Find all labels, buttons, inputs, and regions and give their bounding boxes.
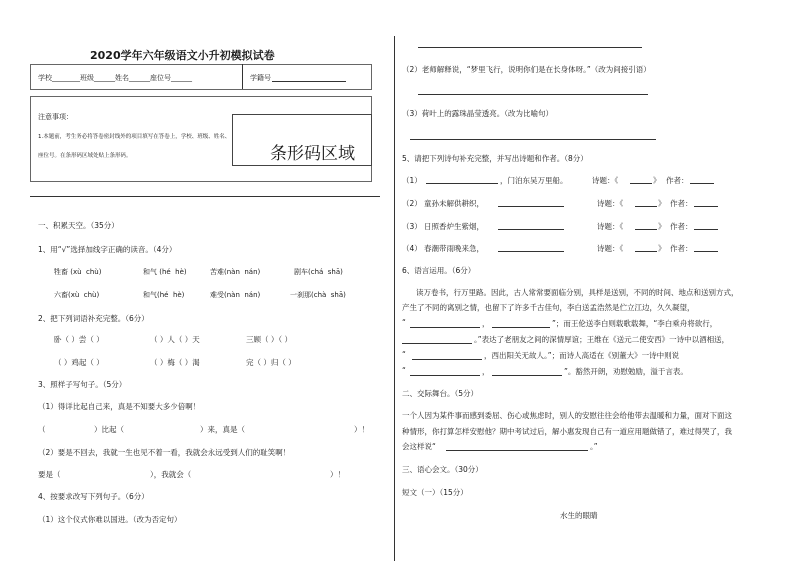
fill-close[interactable]: ）！ (330, 470, 345, 479)
paragraph-text: 。”表达了老朋友之间的深情厚谊；王维在《送元二使安西》一诗中以酒相送， (474, 335, 730, 344)
idiom-fill[interactable]: 卧（ ）尝（ ） (54, 335, 104, 344)
student-id-label: 学籍号 (250, 74, 271, 82)
idiom-fill[interactable]: 完（ ）归（ ） (246, 358, 296, 367)
pinyin-option[interactable]: (xù (68, 291, 80, 299)
pinyin-item: 苦难(nàn nán) (210, 268, 261, 276)
paragraph-text: ， (482, 319, 490, 328)
question-6: 6、语言运用。（6分） (402, 266, 476, 275)
poem-number: （4） (402, 244, 422, 253)
comfort-answer-fill[interactable] (446, 450, 588, 451)
student-id-field[interactable] (272, 81, 346, 82)
section-3-heading: 三、语心会文。（30分） (402, 465, 483, 474)
poem-title-label: 诗题：《 (592, 176, 619, 185)
page-title: 2020学年六年级语文小升初模拟试卷 (90, 49, 275, 62)
pinyin-option[interactable]: chù) (86, 268, 102, 276)
answer-line[interactable] (418, 47, 642, 48)
fill-segment[interactable]: ）来，真是（ (200, 425, 245, 434)
paragraph-line: 读万卷书，行万里路。因此，古人常常要面临分别，具样是送别，不同的时间、地点和送别方式， (416, 288, 739, 297)
pinyin-item: 剧车(chá shā) (294, 268, 343, 276)
question-2: 2、把下列词语补充完整。（6分） (38, 314, 149, 323)
paragraph-fill[interactable] (412, 359, 482, 360)
pinyin-option[interactable]: (nàn (224, 291, 240, 299)
poem-title-fill[interactable] (635, 206, 657, 207)
question-5: 5、请把下列诗句补充完整，并写出诗题和作者。（8分） (402, 154, 588, 163)
paragraph-fill[interactable] (410, 327, 480, 328)
poem-title-close: 》 (653, 176, 661, 185)
pinyin-item: 和气(hé hè) (143, 291, 185, 299)
question-4: 4、按要求改写下列句子。（6分） (38, 492, 149, 501)
paragraph-line: 种情形，你打算怎样安慰他？期中考试过后，解小惠发现自己有一道应用题做错了，难过得哭了，我 (402, 427, 732, 436)
poem-title-fill[interactable] (635, 229, 657, 230)
pinyin-option[interactable]: (chà (311, 291, 327, 299)
question-1: 1、用“√”选择加线字正确的读音。（4分） (38, 245, 177, 254)
pinyin-option[interactable]: (chá (308, 268, 324, 276)
question-3-2: （2）要是不回去，我就一生也见不着一看，我就会永远受到人们的耻笑啊！ (38, 448, 291, 457)
poem-title-fill[interactable] (635, 251, 657, 252)
barcode-label: 条形码区域 (270, 144, 355, 164)
answer-line[interactable] (418, 94, 648, 95)
question-3-1: （1）得详比起自己来，真是不知要大多少倍啊！ (38, 402, 201, 411)
poem-number: （1） (402, 176, 422, 185)
poem-title-label: 诗题：《 (597, 222, 624, 231)
poem-fill[interactable] (498, 229, 564, 230)
paragraph-text: ， (482, 367, 490, 376)
poem-author-label: 作者： (666, 176, 689, 185)
poem-line: 日照香炉生紫烟， (424, 222, 484, 231)
section-1-heading: 一、积累天空。（35分） (38, 221, 119, 230)
notice-line-2: 座位号。在条形码区域处贴上条形码。 (38, 153, 132, 159)
poem-number: （2） (402, 199, 422, 208)
idiom-fill[interactable]: （ ）人（ ）天 (150, 335, 200, 344)
poem-author-fill[interactable] (694, 229, 718, 230)
pinyin-option[interactable]: shā) (330, 291, 346, 299)
pinyin-item: 一刹那(chà shā) (290, 291, 346, 299)
poem-number: （3） (402, 222, 422, 231)
section-divider (30, 196, 380, 197)
section-2-heading: 二、交际舞台。（5分） (402, 389, 479, 398)
pinyin-option[interactable]: (hé (159, 268, 171, 276)
paragraph-text: “ (402, 350, 406, 359)
poem-author-fill[interactable] (690, 183, 714, 184)
paragraph-text: ”；而王伦送李白则载歌载舞，“李白乘舟将欲行， (552, 319, 718, 328)
poem-title-label: 诗题：《 (597, 199, 624, 208)
paragraph-fill[interactable] (410, 375, 480, 376)
poem-title-fill[interactable] (630, 183, 652, 184)
poem-line: ，门泊东吴万里船。 (500, 176, 568, 185)
pinyin-option[interactable]: hè) (172, 291, 185, 299)
poem-author-label: 作者： (670, 244, 693, 253)
poem-title-close: 》 (658, 244, 666, 253)
question-3: 3、照样子写句子。（5分） (38, 380, 127, 389)
poem-author-label: 作者： (670, 222, 693, 231)
poem-fill[interactable] (498, 251, 564, 252)
paragraph-fill[interactable] (402, 343, 472, 344)
pinyin-option[interactable]: hè) (175, 268, 187, 276)
notice-line-1: 1.本题前，考生务必将答卷密封线外的项目填写在答卷上，学校、班级、姓名、 (38, 134, 231, 140)
pinyin-item: 六畜(xù chù) (54, 291, 100, 299)
paragraph-line: 产生了不同的离别之情，也留下了许多千古佳句，李白送孟浩然是伫立江边，久久凝望， (402, 303, 695, 312)
pinyin-option[interactable]: nán) (244, 268, 261, 276)
poem-fill[interactable] (498, 206, 564, 207)
passage-title: 水生的眼睛 (560, 511, 598, 520)
pinyin-item: 和气 (hé hè) (143, 268, 187, 276)
info-fields: 学校________班级______姓名______座位号______ (38, 74, 192, 82)
poem-line: 春潮带雨晚来急， (424, 244, 484, 253)
poem-author-fill[interactable] (694, 251, 718, 252)
passage-label: 短文（一）（15分） (402, 488, 468, 497)
notice-title: 注意事项： (38, 113, 73, 121)
paragraph-fill[interactable] (492, 375, 562, 376)
idiom-fill[interactable]: 三顾（ ）（ ） (246, 335, 293, 344)
paragraph-line: 一个人因为某件事而感到委屈、伤心或焦虑时，别人的安慰往往会给他带去温暖和力量，面对下面这 (402, 411, 732, 420)
paragraph-fill[interactable] (492, 327, 550, 328)
poem-fill[interactable] (426, 183, 498, 184)
fill-open[interactable]: 要是（ (38, 470, 61, 479)
pinyin-option[interactable]: (xù (70, 268, 82, 276)
pinyin-item: 难受(nàn nán) (210, 291, 261, 299)
fill-close[interactable]: ）！ (354, 425, 369, 434)
fill-open[interactable]: （ (38, 425, 46, 434)
question-4-2: （2）老师解释说，“梦里飞行，说明你们是在长身体呀。”（改为间接引语） (402, 65, 651, 74)
paragraph-text: 。” (590, 442, 598, 451)
pinyin-option[interactable]: shā) (327, 268, 343, 276)
idiom-fill[interactable]: （ ）鸡起（ ） (54, 358, 104, 367)
pinyin-option[interactable]: (hé (157, 291, 169, 299)
answer-line[interactable] (410, 139, 656, 140)
poem-author-label: 作者： (670, 199, 693, 208)
poem-author-fill[interactable] (694, 206, 718, 207)
pinyin-item: 牲畜 (xù chù) (54, 268, 102, 276)
poem-title-close: 》 (658, 222, 666, 231)
fill-segment[interactable]: ）比起（ (94, 425, 124, 434)
poem-title-label: 诗题：《 (597, 244, 624, 253)
paragraph-text: ，西出阳关无故人。”；而诗人高适在《别董大》一诗中则说 (484, 351, 680, 360)
paragraph-text: 会这样说“ (402, 442, 436, 451)
idiom-fill[interactable]: （ ）梅（ ）渴 (150, 358, 200, 367)
column-divider (394, 36, 395, 561)
paragraph-text: “ (402, 366, 406, 375)
paragraph-text: ”。豁然开朗，劝慰勉励，溢于言表。 (564, 367, 688, 376)
pinyin-option[interactable]: nán) (244, 291, 261, 299)
poem-title-close: 》 (658, 199, 666, 208)
fill-segment[interactable]: ），我就会（ (150, 470, 192, 479)
info-box-divider (242, 64, 243, 89)
pinyin-option[interactable]: chù) (83, 291, 100, 299)
paragraph-text: “ (402, 318, 406, 327)
question-4-3: （3）荷叶上的露珠晶莹透亮。（改为比喻句） (402, 109, 554, 118)
question-4-1: （1）这个仪式你难以国进。（改为否定句） (38, 515, 182, 524)
pinyin-option[interactable]: (nàn (224, 268, 240, 276)
poem-line: 童孙未解供耕织， (424, 199, 484, 208)
